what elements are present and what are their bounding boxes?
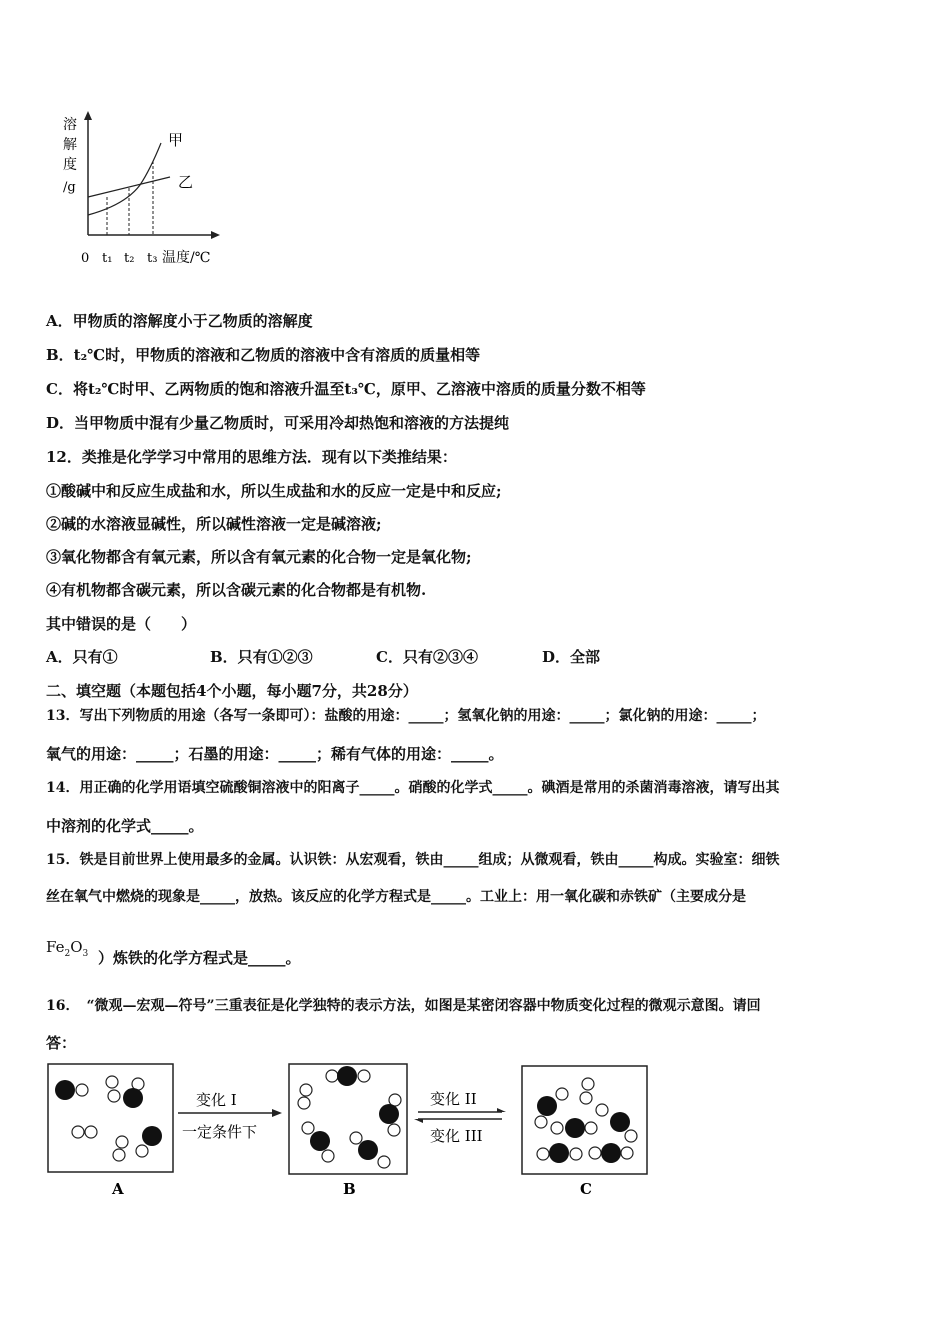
xtick-t2: t₂ [124,251,135,266]
formula-sub-2: 2 [64,949,71,959]
q12-question: 其中错误的是（ ） [46,615,197,633]
xlabel: 温度/℃ [162,250,211,266]
q12-item-3: ③氧化物都含有氧元素，所以含有氧元素的化合物一定是氧化物; [46,548,472,566]
ylabel-char-4: /g [63,180,76,195]
q12-option-b: B．只有①②③ [210,648,313,666]
q13-line-1: 13．写出下列物质的用途（各写一条即可）：盐酸的用途：_____；氢氧化钠的用途：_____；氯化钠的用途：_____； [46,708,766,724]
box-c-label: C [580,1180,592,1198]
formula-fe: Fe [46,938,65,956]
ylabel-char-2: 解 [63,137,77,153]
q11-option-c: C．将t₂℃时甲、乙两物质的饱和溶液升温至t₃℃，原甲、乙溶液中溶质的质量分数不相等 [46,380,646,398]
arrow-2-top-label: 变化 II [430,1090,477,1108]
q12-option-d: D．全部 [542,648,601,666]
q14-line-1: 14．用正确的化学用语填空硫酸铜溶液中的阳离子_____。硝酸的化学式_____。碘酒是常用的杀菌消毒溶液，请写出其 [46,780,780,796]
q12-item-2: ②碱的水溶液显碱性，所以碱性溶液一定是碱溶液; [46,515,382,533]
box-b-label: B [343,1180,356,1198]
q12-option-a: A．只有① [46,648,118,666]
arrow-1-head [272,1109,282,1117]
fe2o3-formula [46,938,88,959]
curve-yi-label: 乙 [178,173,194,191]
micro-diagram [40,1058,660,1208]
solubility-graph [55,105,235,275]
arrow-2-forward-head [497,1108,506,1112]
q13-line-2: 氧气的用途：_____；石墨的用途：_____；稀有气体的用途：_____。 [46,745,504,763]
q12-item-4: ④有机物都含碳元素，所以含碳元素的化合物都是有机物. [46,581,427,599]
q11-option-d: D．当甲物质中混有少量乙物质时，可采用冷却热饱和溶液的方法提纯 [46,414,510,432]
curve-jia-label: 甲 [168,131,184,149]
xtick-t3: t₃ [147,251,158,266]
ylabel-char-1: 溶 [63,117,77,133]
arrow-2-backward-head [414,1119,423,1123]
q11-option-a: A．甲物质的溶解度小于乙物质的溶解度 [46,312,313,330]
q15-line-1: 15．铁是目前世界上使用最多的金属。认识铁：从宏观看，铁由_____组成；从微观看，铁由_____构成。实验室：细铁 [46,852,780,868]
q15-line-2: 丝在氧气中燃烧的现象是_____，放热。该反应的化学方程式是_____。工业上：用一氧化碳和赤铁矿（主要成分是 [46,889,746,905]
q14-line-2: 中溶剂的化学式_____。 [46,817,204,835]
xtick-0: 0 [81,251,90,266]
q12-stem: 12．类推是化学学习中常用的思维方法．现有以下类推结果： [46,448,457,466]
arrow-2-bottom-label: 变化 III [430,1127,483,1145]
box-a-label: A [112,1180,124,1198]
q16-line-1: 16． “微观—宏观—符号”三重表征是化学独特的表示方法，如图是某密闭容器中物质变化过程的微观示意图。请回 [46,998,761,1014]
arrow-1-top-label: 变化 I [196,1091,237,1109]
y-axis-arrow [84,111,92,120]
q16-line-2: 答： [46,1034,77,1052]
q11-option-b: B．t₂℃时，甲物质的溶液和乙物质的溶液中含有溶质的质量相等 [46,346,481,364]
formula-sub-3: 3 [82,949,89,959]
curve-jia [88,143,161,215]
q12-option-c: C．只有②③④ [376,648,478,666]
x-axis-arrow [211,231,220,239]
formula-o: O [70,938,83,956]
arrow-1-bottom-label: 一定条件下 [182,1123,258,1141]
q12-item-1: ①酸碱中和反应生成盐和水，所以生成盐和水的反应一定是中和反应; [46,482,502,500]
section-2-heading: 二、填空题（本题包括4个小题，每小题7分，共28分） [46,682,418,700]
xtick-t1: t₁ [102,251,113,266]
ylabel-char-3: 度 [63,157,77,173]
q15-line-3: ）炼铁的化学方程式是_____。 [98,949,301,967]
